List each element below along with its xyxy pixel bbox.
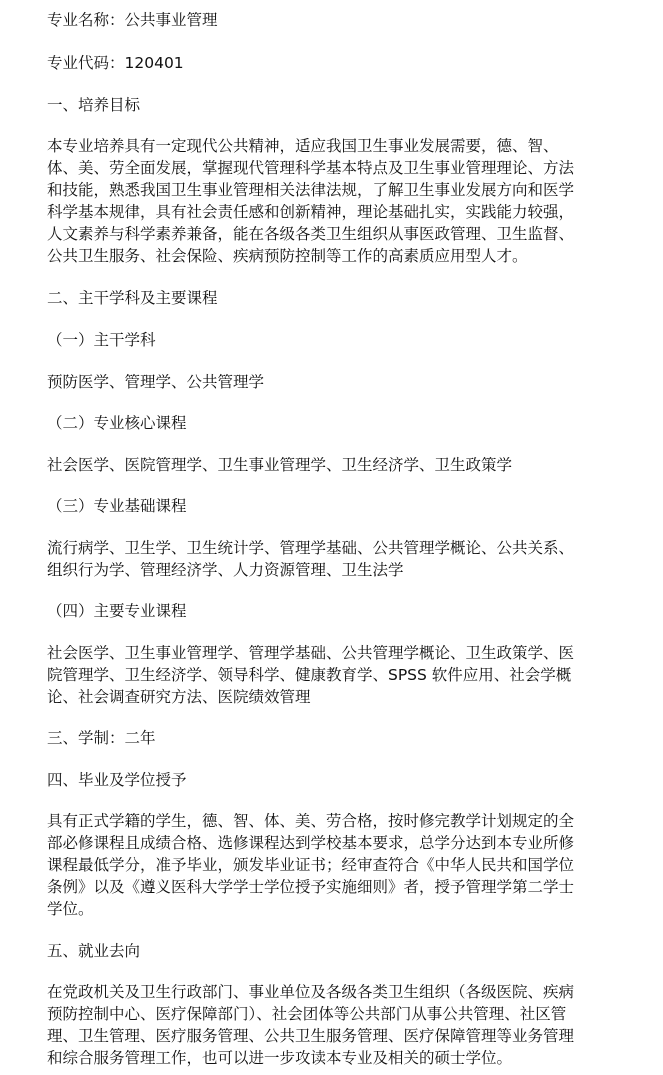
paragraph-line: 和技能，熟悉我国卫生事业管理相关法律法规，了解卫生事业发展方向和医学 <box>47 181 575 199</box>
section-heading: 四、毕业及学位授予 <box>47 771 187 789</box>
paragraph-line: 学位。 <box>47 900 94 918</box>
major-code: 专业代码：120401 <box>47 54 184 72</box>
paragraph-line: 院管理学、卫生经济学、领导科学、健康教育学、SPSS 软件应用、社会学概 <box>47 666 572 684</box>
paragraph-line: 社会医学、卫生事业管理学、管理学基础、公共管理学概论、卫生政策学、医 <box>47 644 575 662</box>
paragraph-line: 组织行为学、管理经济学、人力资源管理、卫生法学 <box>47 561 404 579</box>
paragraph-line: 社会医学、医院管理学、卫生事业管理学、卫生经济学、卫生政策学 <box>47 456 513 474</box>
major-name: 专业名称：公共事业管理 <box>47 11 218 29</box>
paragraph-line: 公共卫生服务、社会保险、疾病预防控制等工作的高素质应用型人才。 <box>47 247 528 265</box>
paragraph-line: 理、卫生管理、医疗服务管理、公共卫生服务管理、医疗保障管理等业务管理 <box>47 1027 575 1045</box>
paragraph-line: 具有正式学籍的学生，德、智、体、美、劳合格，按时修完教学计划规定的全 <box>47 812 575 830</box>
subsection-heading: （二）专业核心课程 <box>47 414 187 432</box>
section-heading: 三、学制：二年 <box>47 729 156 747</box>
subsection-heading: （一）主干学科 <box>47 331 156 349</box>
paragraph-line: 流行病学、卫生学、卫生统计学、管理学基础、公共管理学概论、公共关系、 <box>47 539 575 557</box>
paragraph-line: 人文素养与科学素养兼备，能在各级各类卫生组织从事医政管理、卫生监督、 <box>47 225 575 243</box>
subsection-heading: （四）主要专业课程 <box>47 602 187 620</box>
section-heading: 二、主干学科及主要课程 <box>47 289 218 307</box>
paragraph-line: 在党政机关及卫生行政部门、事业单位及各级各类卫生组织（各级医院、疾病 <box>47 983 575 1001</box>
section-heading: 一、培养目标 <box>47 96 141 114</box>
paragraph-line: 和综合服务管理工作，也可以进一步攻读本专业及相关的硕士学位。 <box>47 1049 513 1067</box>
paragraph-line: 本专业培养具有一定现代公共精神，适应我国卫生事业发展需要，德、智、 <box>47 137 559 155</box>
paragraph-line: 课程最低学分，准予毕业，颁发毕业证书；经审查符合《中华人民共和国学位 <box>47 856 575 874</box>
paragraph-line: 条例》以及《遵义医科大学学士学位授予实施细则》者，授予管理学第二学士 <box>47 878 575 896</box>
paragraph-line: 预防控制中心、医疗保障部门）、社会团体等公共部门从事公共管理、社区管 <box>47 1005 567 1023</box>
section-heading: 五、就业去向 <box>47 942 141 960</box>
paragraph-line: 部必修课程且成绩合格、选修课程达到学校基本要求，总学分达到本专业所修 <box>47 834 575 852</box>
paragraph-line: 体、美、劳全面发展，掌握现代管理科学基本特点及卫生事业管理理论、方法 <box>47 159 575 177</box>
subsection-heading: （三）专业基础课程 <box>47 497 187 515</box>
paragraph-line: 预防医学、管理学、公共管理学 <box>47 373 265 391</box>
paragraph-line: 科学基本规律，具有社会责任感和创新精神，理论基础扎实，实践能力较强， <box>47 203 575 221</box>
paragraph-line: 论、社会调查研究方法、医院绩效管理 <box>47 688 311 706</box>
